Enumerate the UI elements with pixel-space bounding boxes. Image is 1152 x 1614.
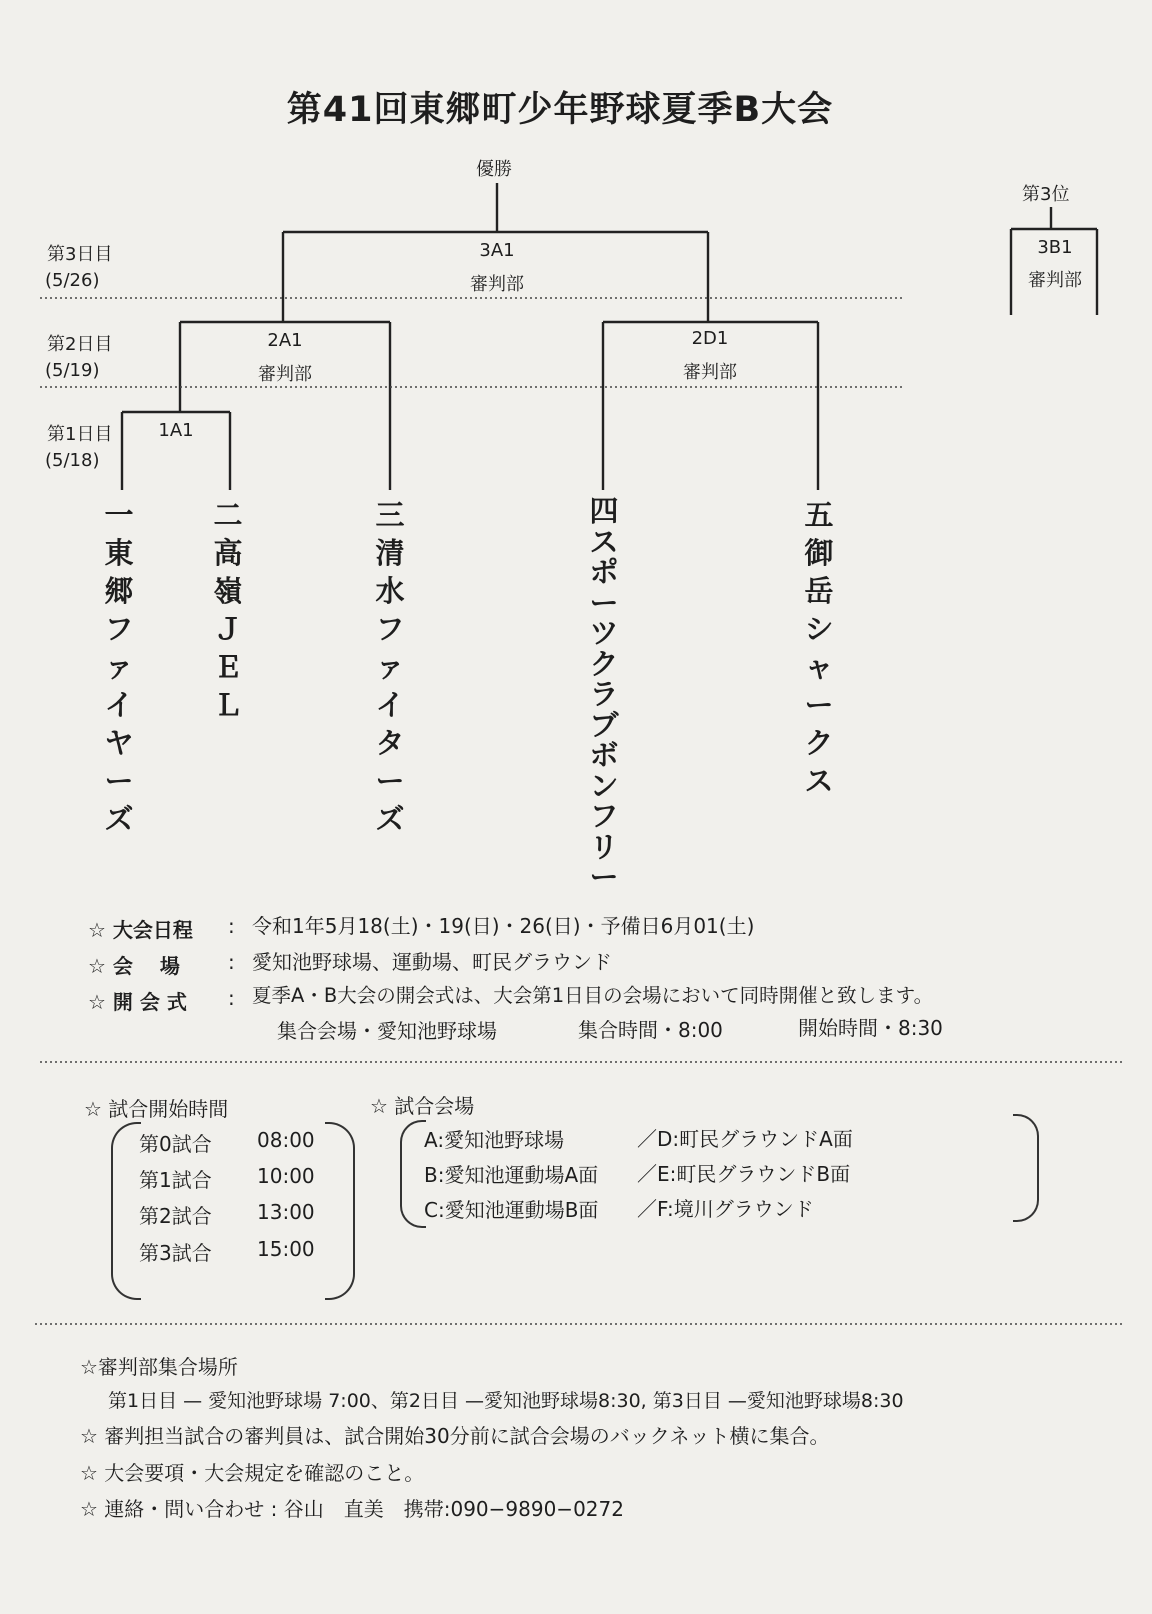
time-row-3-value: 15:00	[257, 1237, 315, 1261]
venue-value: 愛知池野球場、運動場、町民グラウンド	[252, 950, 612, 974]
match-3b1-code: 3B1	[1037, 237, 1073, 258]
ceremony-value: 夏季A・B大会の開会式は、大会第1日目の会場において同時開催と致します。	[252, 984, 934, 1007]
venues-right-bracket	[1013, 1114, 1039, 1222]
times-header: ☆ 試合開始時間	[84, 1097, 229, 1121]
match-2d1-referee: 審判部	[683, 362, 737, 383]
confirm-note: ☆ 大会要項・大会規定を確認のこと。	[80, 1461, 425, 1485]
venues-header: ☆ 試合会場	[370, 1094, 475, 1118]
team-2	[208, 496, 248, 724]
team-2-number: 二	[213, 498, 243, 532]
day1-date: (5/18)	[45, 450, 100, 471]
team-3-number: 三	[375, 498, 405, 532]
match-2a1-code: 2A1	[267, 330, 303, 351]
time-row-3-label: 第3試合	[139, 1241, 212, 1265]
match-1a1-code: 1A1	[158, 420, 194, 441]
team-1-number: 一	[104, 498, 134, 532]
team-3-name: 清水ファイターズ	[375, 536, 405, 836]
times-right-bracket	[325, 1122, 355, 1300]
referee-header: ☆審判部集合場所	[80, 1355, 238, 1379]
day2-date: (5/19)	[45, 360, 100, 381]
team-3	[370, 496, 410, 838]
venue-row-2-right: ／F:境川グラウンド	[637, 1197, 814, 1221]
champion-label: 優勝	[476, 159, 512, 180]
day1-label: 第1日目	[47, 424, 113, 445]
schedule-value: 令和1年5月18(土)・19(日)・26(日)・予備日6月01(土)	[252, 914, 755, 938]
assembly-time: 集合時間・8:00	[578, 1018, 723, 1042]
match-2d1-code: 2D1	[691, 328, 729, 349]
venue-colon: :	[228, 950, 235, 974]
referee-rule: ☆ 審判担当試合の審判員は、試合開始30分前に試合会場のバックネット横に集合。	[80, 1424, 830, 1448]
ceremony-colon: :	[228, 986, 235, 1010]
venue-label: ☆ 会 場	[88, 954, 180, 978]
venue-row-0-right: ／D:町民グラウンドA面	[637, 1127, 853, 1151]
match-3a1-referee: 審判部	[470, 274, 524, 295]
schedule-colon: :	[228, 914, 235, 938]
team-4-number: 四	[589, 494, 619, 528]
assembly-place: 集合会場・愛知池野球場	[277, 1019, 497, 1043]
third-place-bracket	[1011, 207, 1097, 315]
day3-label: 第3日目	[47, 244, 113, 265]
times-left-bracket	[111, 1122, 141, 1300]
schedule-label: ☆ 大会日程	[88, 918, 193, 942]
page-title: 第41回東郷町少年野球夏季B大会	[286, 90, 834, 130]
divider-3-wrap	[0, 1316, 1152, 1336]
day2-label: 第2日目	[47, 334, 113, 355]
team-4-name: スポーツクラブボンフリー	[589, 524, 619, 894]
venues-left-bracket	[400, 1120, 426, 1228]
match-3b1-referee: 審判部	[1028, 270, 1082, 291]
team-1	[99, 496, 139, 838]
venue-row-0-left: A:愛知池野球場	[424, 1128, 565, 1152]
ceremony-label: ☆ 開 会 式	[88, 990, 187, 1014]
time-row-0-label: 第0試合	[139, 1132, 212, 1156]
start-time: 開始時間・8:30	[798, 1016, 943, 1040]
contact-note: ☆ 連絡・問い合わせ : 谷山 直美 携帯:090−9890−0272	[80, 1497, 624, 1521]
time-row-2-value: 13:00	[257, 1200, 315, 1224]
team-5-number: 五	[804, 498, 834, 532]
team-1-name: 東郷ファイヤーズ	[104, 536, 134, 836]
time-row-1-label: 第1試合	[139, 1168, 212, 1192]
team-5-name: 御岳シャークス	[804, 536, 834, 798]
venue-row-1-right: ／E:町民グラウンドB面	[637, 1162, 851, 1186]
team-4	[584, 496, 624, 893]
time-row-2-label: 第2試合	[139, 1204, 212, 1228]
venue-row-2-left: C:愛知池運動場B面	[424, 1198, 599, 1222]
match-2a1-referee: 審判部	[258, 364, 312, 385]
third-place-label: 第3位	[1022, 184, 1070, 205]
day3-date: (5/26)	[45, 270, 100, 291]
team-5	[799, 496, 839, 800]
divider-2-wrap	[0, 1052, 1152, 1072]
team-2-name: 高嶺ＪＥＬ	[213, 536, 243, 722]
match-3a1-code: 3A1	[479, 240, 515, 261]
time-row-1-value: 10:00	[257, 1164, 315, 1188]
referee-line: 第1日目 — 愛知池野球場 7:00、第2日目 —愛知池野球場8:30, 第3日目 —愛知池野球場8:30	[108, 1390, 904, 1412]
time-row-0-value: 08:00	[257, 1128, 315, 1152]
venue-row-1-left: B:愛知池運動場A面	[424, 1163, 599, 1187]
